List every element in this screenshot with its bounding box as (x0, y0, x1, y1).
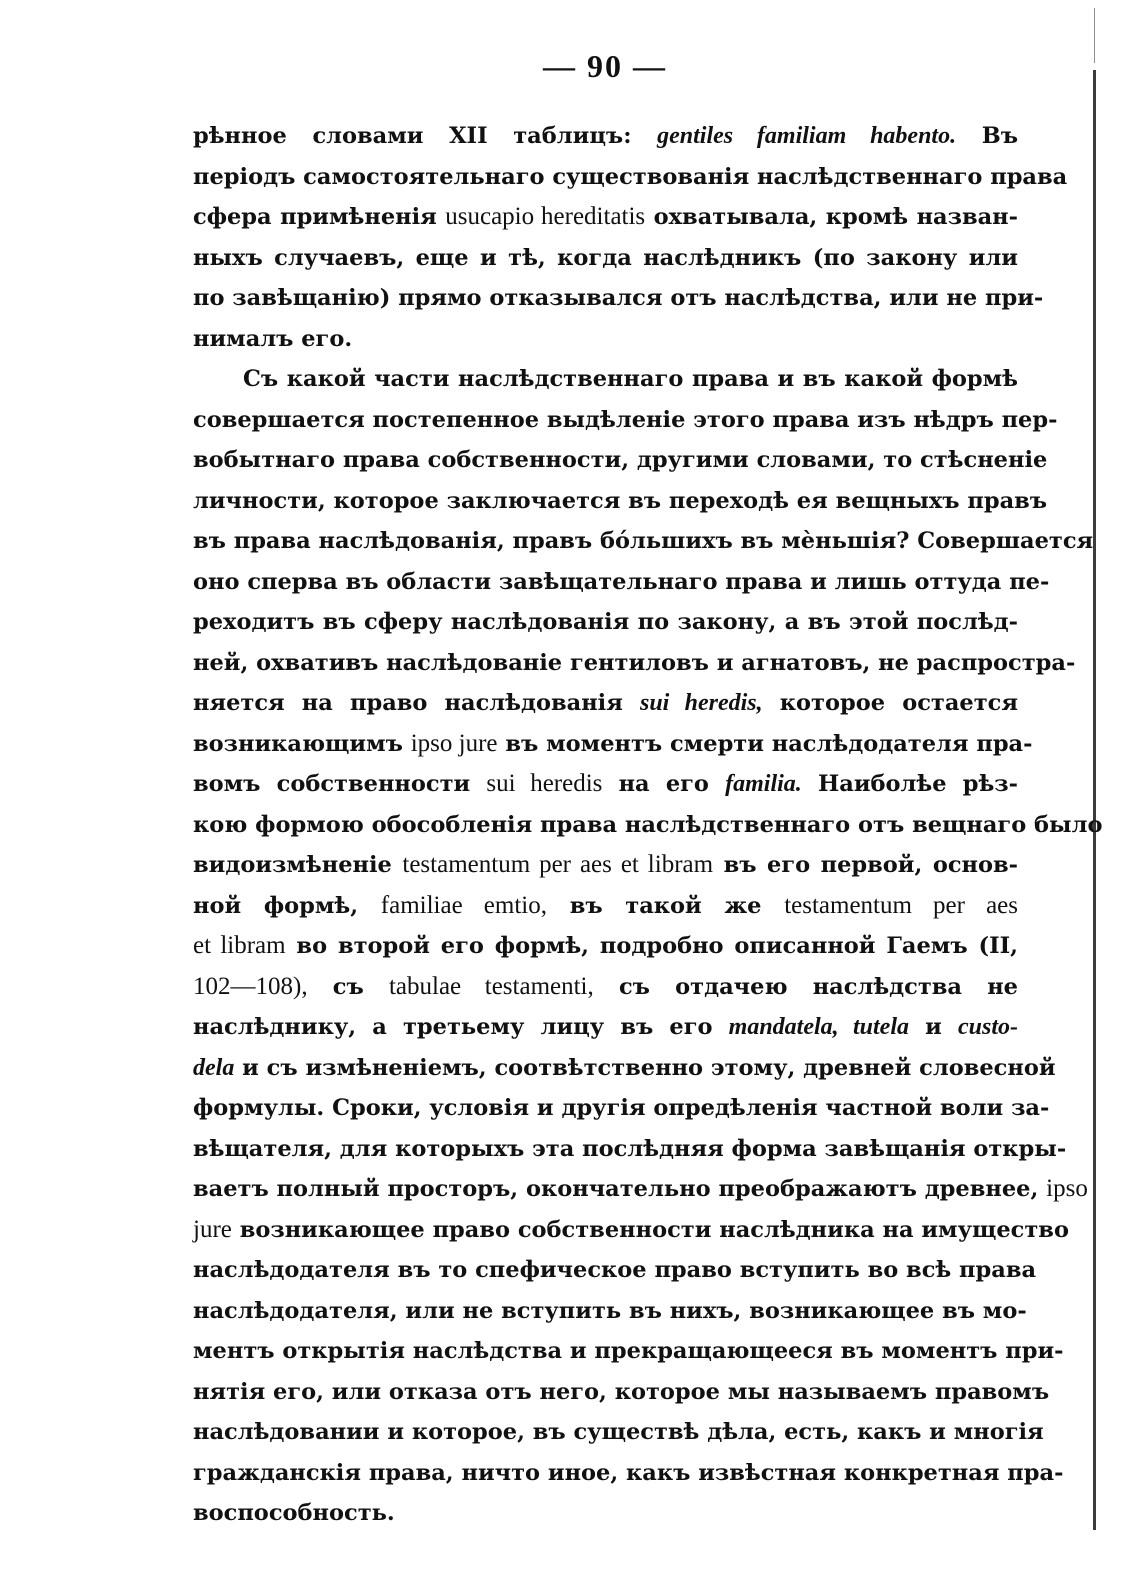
text-line (193, 683, 1018, 724)
text-run: ваетъ полный просторъ, окончательно преображаютъ древнее, (193, 1176, 1047, 1202)
text-line (193, 481, 1048, 522)
latin-term: et libram (193, 932, 286, 959)
text-run: нятія его, или отказа отъ него, которое мы называемъ правомъ (193, 1378, 1050, 1405)
text-line (193, 1007, 1018, 1048)
text-run: ней, охвативъ наслѣдованіе гентиловъ и агнатовъ, не распростра- (193, 649, 1076, 676)
text-line (193, 845, 1018, 886)
text-run: въ такой же (547, 892, 785, 919)
text-line (193, 1250, 1037, 1291)
latin-term: custo- (958, 1014, 1019, 1040)
text-line (193, 1453, 1064, 1494)
paragraph (193, 359, 1103, 1534)
latin-term: sui heredis, (639, 690, 763, 716)
latin-term: familia. (725, 771, 802, 797)
text-run: въ его первой, основ- (713, 852, 1019, 878)
text-run: и съ измѣненіемъ, соотвѣтственно этому, древней словесной (234, 1054, 1056, 1081)
text-line (193, 359, 1018, 400)
text-run: гражданскія права, ничто иное, какъ извѣстная конкретная пра- (193, 1459, 1064, 1486)
text-line (193, 724, 1033, 765)
text-line (193, 1048, 1056, 1089)
text-line (193, 602, 1018, 643)
text-line (193, 157, 1068, 198)
text-line (193, 805, 1103, 846)
text-line (193, 1088, 1050, 1129)
text-line (193, 764, 1018, 805)
text-run: возникающее право собственности наслѣдника на имущество (231, 1216, 1069, 1243)
latin-term: sui heredis (486, 770, 603, 797)
text-line (193, 967, 1018, 1008)
page-edge-shadow (1093, 70, 1096, 1530)
text-run: няется на право наслѣдованія (193, 690, 640, 716)
text-run: съ отдачею наслѣдства не (593, 973, 1018, 1000)
latin-term: testamentum per aes et libram (402, 851, 714, 878)
latin-term: tabulae testamenti, (388, 972, 594, 1000)
text-line (193, 1493, 1018, 1534)
text-line (193, 1129, 1067, 1170)
text-run: во второй его формѣ, подробно описанной Гаемъ (II, (285, 933, 1018, 959)
text-run: охватывала, кромѣ назван- (645, 204, 1018, 230)
latin-term: jure (193, 1215, 232, 1243)
latin-term: testamentum per aes (784, 891, 1019, 919)
text-line (193, 319, 1018, 360)
latin-term: usucapio hereditatis (445, 203, 646, 230)
text-run: личности, которое заключается въ переходѣ ея вещныхъ правъ (193, 487, 1048, 514)
text-run: сфера примѣненія (193, 204, 446, 230)
text-run: вомъ собственности (193, 771, 487, 797)
text-line (193, 238, 1018, 279)
latin-term: dela (193, 1054, 235, 1081)
text-run: въ права наслѣдованія, правъ бо́льшихъ въ мѐньшія? Совершается (193, 528, 1094, 554)
text-line (193, 1372, 1050, 1413)
page-number: — 90 — (543, 48, 667, 84)
text-run: ной формѣ, (193, 892, 381, 919)
text-run: по завѣщанію) прямо отказывался отъ наслѣдства, или не при- (193, 285, 1044, 311)
text-run: нималъ его. (193, 325, 353, 352)
text-run: Наиболѣе рѣз- (801, 771, 1018, 797)
text-run: въ моментъ смерти наслѣдодателя пра- (497, 730, 1033, 757)
paragraph (193, 116, 1068, 359)
text-run: ныхъ случаевъ, еще и тѣ, когда наслѣдникъ (по закону или (193, 244, 1018, 271)
body-text (193, 116, 1103, 1534)
latin-term: 102—108), (193, 972, 308, 1000)
text-line (193, 1169, 1088, 1210)
text-line (193, 278, 1044, 319)
text-run: формулы. Сроки, условія и другія опредѣленія частной воли за- (193, 1095, 1050, 1121)
latin-term: ipso (1046, 1175, 1088, 1202)
text-line (193, 400, 1058, 441)
text-line (193, 886, 1018, 927)
text-run: вобытнаго права собственности, другими словами, то стѣсненіе (193, 447, 1048, 473)
text-line (193, 440, 1048, 481)
text-line (193, 643, 1076, 684)
text-line (193, 1210, 1069, 1251)
text-run: рѣнное словами XII таблицъ: (193, 123, 658, 149)
text-line (193, 1331, 1064, 1372)
latin-term: ipso jure (410, 729, 498, 757)
text-run: наслѣдодателя, или не вступить въ нихъ, возникающее въ мо- (193, 1297, 1027, 1324)
text-line (193, 1412, 1044, 1453)
text-run: Въ (956, 123, 1019, 149)
text-run: Съ какой части наслѣдственнаго права и въ какой формѣ (243, 366, 1018, 392)
text-run: ментъ открытія наслѣдства и прекращающееся въ моментъ при- (193, 1338, 1064, 1364)
text-line (193, 562, 1050, 603)
text-run: наслѣднику, а третьему лицу въ его (193, 1014, 729, 1040)
text-run: съ (307, 973, 389, 1000)
text-run: наслѣдодателя въ то спефическое право вступить во всѣ права (193, 1257, 1037, 1283)
text-line (193, 197, 1018, 238)
latin-term: familiae emtio, (380, 891, 547, 919)
text-run: которое остается (762, 690, 1019, 716)
text-run: вѣщателя, для которыхъ эта послѣдняя форма завѣщанія откры- (193, 1135, 1067, 1162)
text-line (193, 521, 1094, 562)
text-run: и (909, 1014, 959, 1040)
latin-term: gentiles familiam habento. (657, 123, 957, 149)
latin-term: mandatela, tutela (728, 1014, 909, 1040)
page-edge-shadow (1094, 8, 1095, 63)
text-run: реходитъ въ сферу наслѣдованія по закону, а въ этой послѣд- (193, 609, 1018, 635)
text-line (193, 116, 1018, 157)
text-line (193, 926, 1018, 967)
text-run: возникающимъ (193, 730, 411, 757)
text-run: періодъ самостоятельнаго существованія наслѣдственнаго права (193, 163, 1068, 190)
text-line (193, 1291, 1027, 1332)
text-run: видоизмѣненіе (193, 852, 403, 878)
text-run: кою формою обособленія права наслѣдственнаго отъ вещнаго было (193, 811, 1103, 838)
text-run: воспособность. (193, 1500, 395, 1526)
text-run: оно сперва въ области завѣщательнаго права и лишь оттуда пе- (193, 568, 1050, 595)
text-run: наслѣдовании и которое, въ существѣ дѣла, есть, какъ и многія (193, 1419, 1044, 1445)
text-run: совершается постепенное выдѣленіе этого права изъ нѣдръ пер- (193, 406, 1058, 433)
text-run: на его (602, 771, 726, 797)
